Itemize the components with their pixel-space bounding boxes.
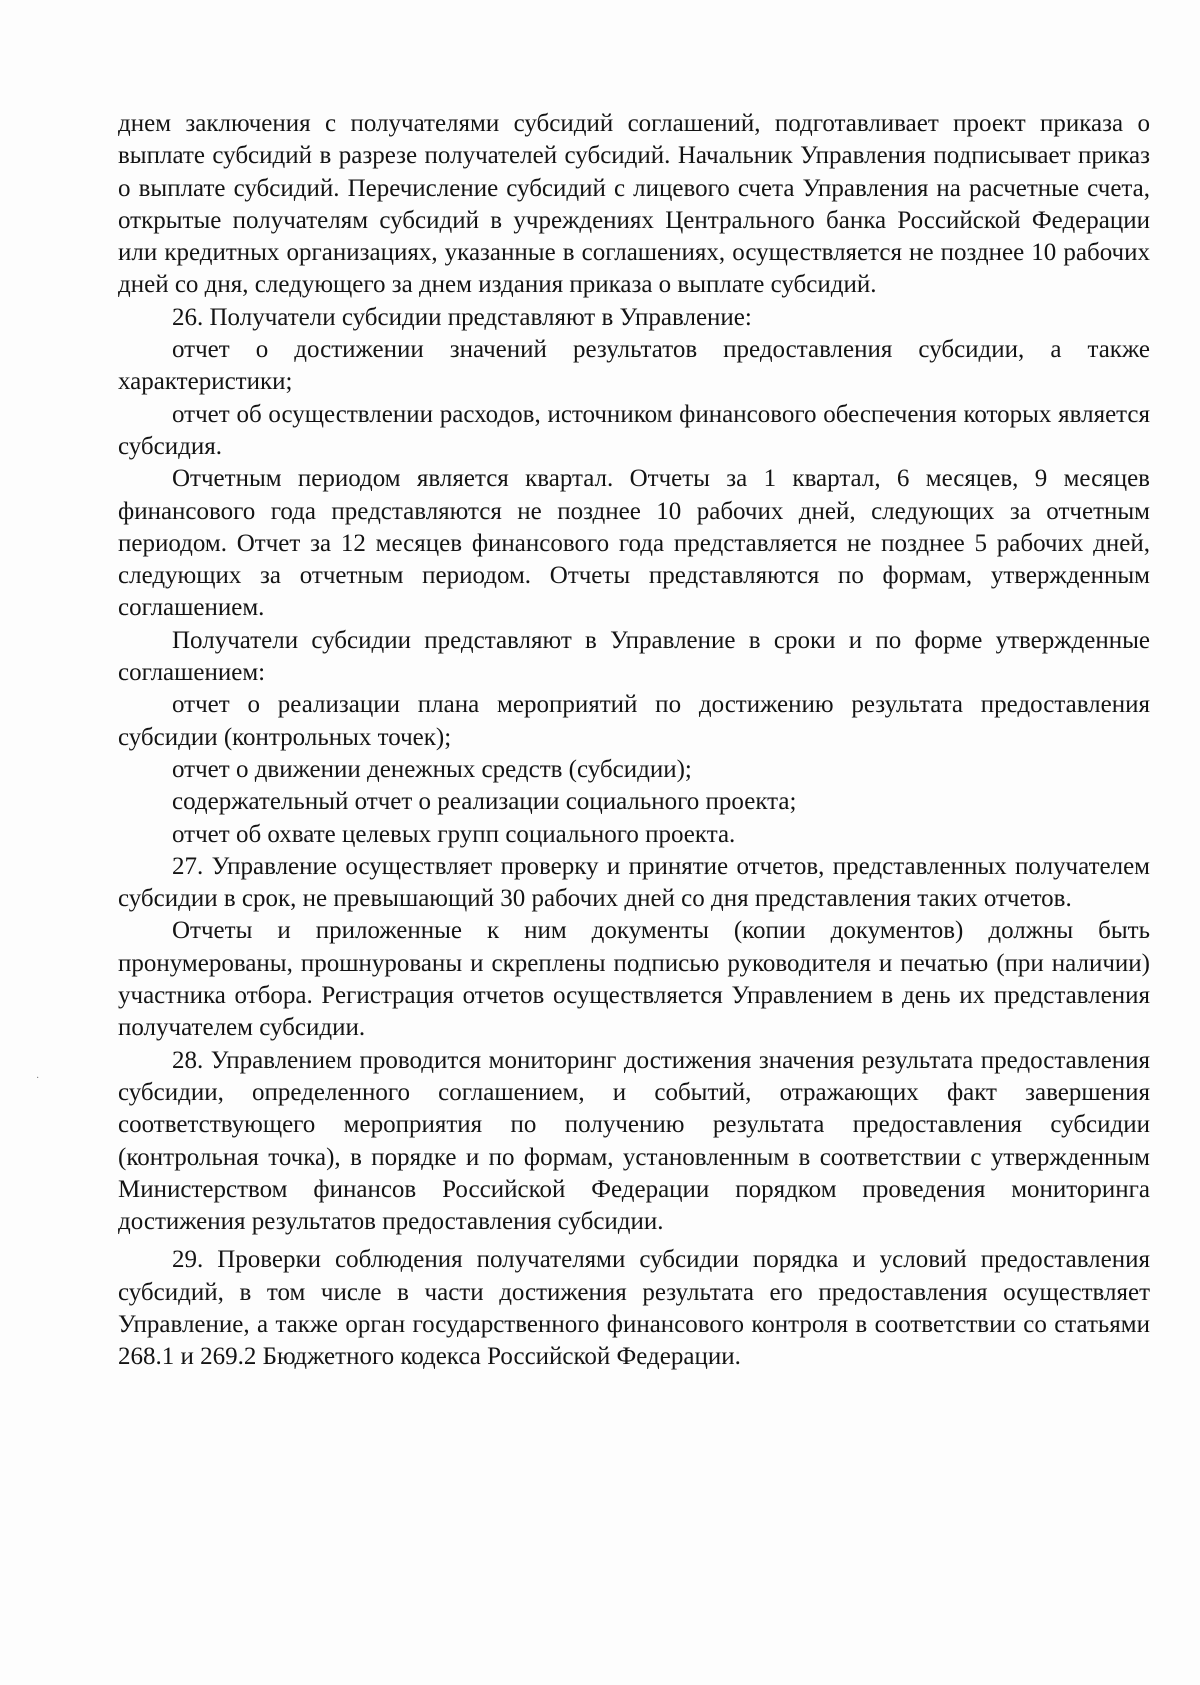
paragraph-29: 29. Проверки соблюдения получателями субсидии порядка и условий предоставления субсидий, в том числе в части достижения результата его предоставления осуществляет Управление, а также орган государственного финансового контроля в соответствии со статьями 268.1 и 269.2 Бюджетного кодекса Российской Федерации. [118,1246,1150,1371]
paragraph-continuation: днем заключения с получателями субсидий соглашений, подготавливает проект приказа о выплате субсидий в разрезе получателей субсидий. Начальник Управления подписывает приказ о выплате субсидий. Перечисление субсидий с лицевого счета Управления на расчетные счета, открытые получателям субсидий в учреждениях Центрального банка Российской Федерации или кредитных организациях, указанные в соглашениях, осуществляется не позднее 10 рабочих дней со дня, следующего за днем издания приказа о выплате субсидий. [118,110,1150,299]
paragraph-report-cashflow: отчет о движении денежных средств (субсидии); [172,755,692,783]
paragraph-documents-requirements: Отчеты и приложенные к ним документы (копии документов) должны быть пронумерованы, прошнурованы и скреплены подписью руководителя и печатью (при наличии) участника отбора. Регистрация отчетов осуществляется Управлением в день их представления получателем субсидии. [118,917,1150,1042]
paragraph-27: 27. Управление осуществляет проверку и принятие отчетов, представленных получателем субсидии в срок, не превышающий 30 рабочих дней со дня представления таких отчетов. [118,852,1150,913]
document-body [118,108,1150,1374]
scan-speck: · [36,1073,40,1084]
paragraph-report-results: отчет о достижении значений результатов предоставления субсидии, а также характеристики; [118,336,1150,396]
paragraph-26-heading: 26. Получатели субсидии представляют в Управление: [172,303,752,331]
paragraph-28: 28. Управлением проводится мониторинг достижения значения результата предоставления субсидии, определенного соглашением, и событий, отражающих факт завершения соответствующего мероприятия по получению результата предоставления субсидии (контрольная точка), в порядке и по формам, установленным в соответствии с утвержденным Министерством финансов Российской Федерации порядком проведения мониторинга достижения результатов предоставления субсидии. [118,1046,1150,1236]
paragraph-report-coverage: отчет об охвате целевых групп социального проекта. [172,820,736,848]
paragraph-report-plan: отчет о реализации плана мероприятий по достижению результата предоставления субсидии (контрольных точек); [118,691,1150,751]
paragraph-report-content: содержательный отчет о реализации социального проекта; [172,788,797,816]
paragraph-report-expenses: отчет об осуществлении расходов, источником финансового обеспечения которых является субсидия. [118,400,1150,460]
paragraph-reports-by-agreement: Получатели субсидии представляют в Управление в сроки и по форме утвержденные соглашением: [118,626,1150,687]
paragraph-reporting-period: Отчетным периодом является квартал. Отчеты за 1 квартал, 6 месяцев, 9 месяцев финансового года представляются не позднее 10 рабочих дней, следующих за отчетным периодом. Отчет за 12 месяцев финансового года представляется не позднее 5 рабочих дней, следующих за отчетным периодом. Отчеты представляются по формам, утвержденным соглашением. [118,465,1150,622]
